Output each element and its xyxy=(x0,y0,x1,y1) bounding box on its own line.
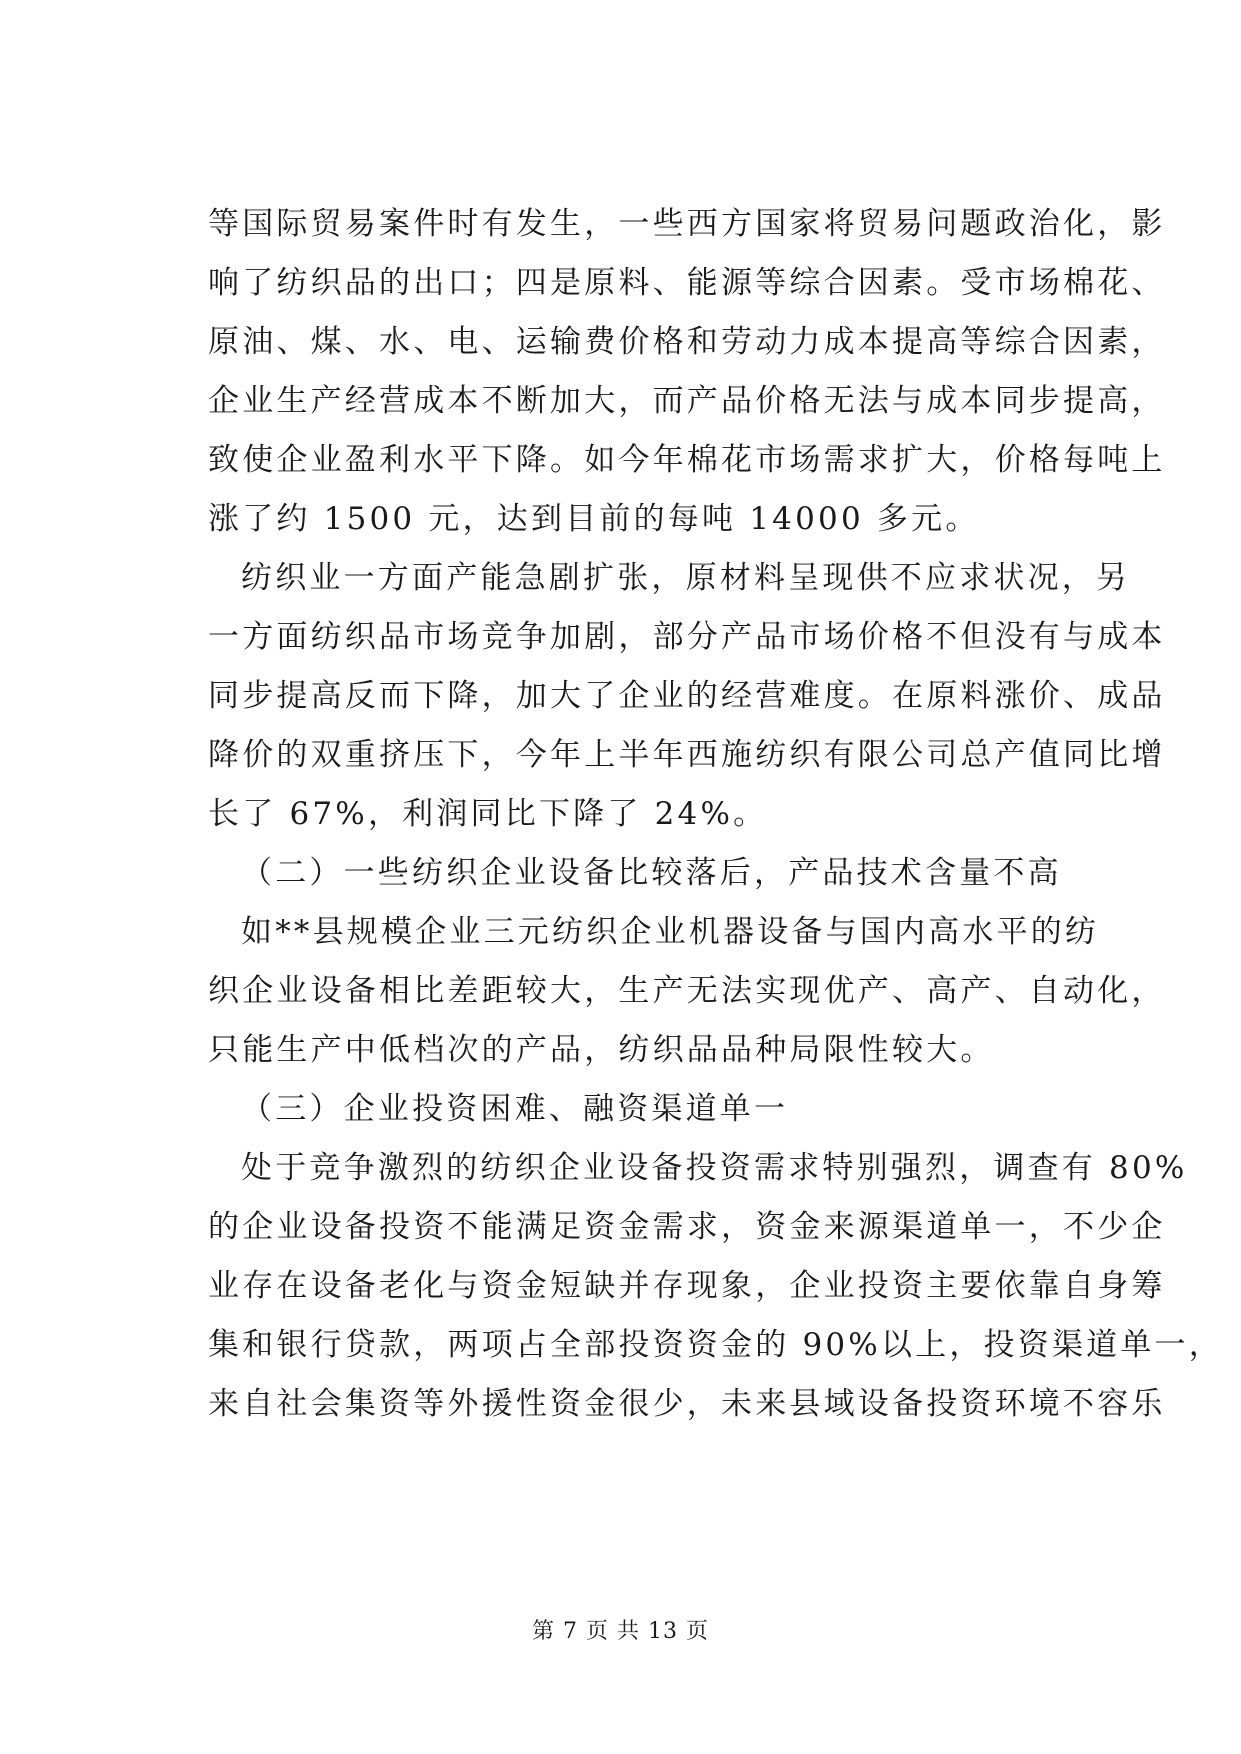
text-line: 集和银行贷款，两项占全部投资资金的 90%以上，投资渠道单一， xyxy=(208,1327,1223,1363)
text-line: 企业生产经营成本不断加大，而产品价格无法与成本同步提高， xyxy=(208,383,1166,419)
text-line: 长了 67%，利润同比下降了 24%。 xyxy=(208,796,768,832)
section-heading: （三）企业投资困难、融资渠道单一 xyxy=(241,1091,789,1127)
paragraph-first-line: 纺织业一方面产能急剧扩张，原材料呈现供不应求状况，另 xyxy=(241,560,1131,596)
text-line: 织企业设备相比差距较大，生产无法实现优产、高产、自动化， xyxy=(208,973,1166,1009)
paragraph-first-line: 处于竞争激烈的纺织企业设备投资需求特别强烈，调查有 80% xyxy=(241,1150,1188,1186)
text-line: 响了纺织品的出口；四是原料、能源等综合因素。受市场棉花、 xyxy=(208,265,1166,301)
text-line: 一方面纺织品市场竞争加剧，部分产品市场价格不但没有与成本 xyxy=(208,619,1166,655)
text-line: 同步提高反而下降，加大了企业的经营难度。在原料涨价、成品 xyxy=(208,678,1166,714)
text-line: 等国际贸易案件时有发生，一些西方国家将贸易问题政治化，影 xyxy=(208,206,1166,242)
text-line: 降价的双重挤压下，今年上半年西施纺织有限公司总产值同比增 xyxy=(208,737,1166,773)
page-number-footer: 第 7 页 共 13 页 xyxy=(532,1619,709,1644)
text-line: 原油、煤、水、电、运输费价格和劳动力成本提高等综合因素， xyxy=(208,324,1166,360)
text-line: 来自社会集资等外援性资金很少，未来县域设备投资环境不容乐 xyxy=(208,1386,1166,1422)
text-line: 涨了约 1500 元，达到目前的每吨 14000 多元。 xyxy=(208,501,980,537)
text-line: 致使企业盈利水平下降。如今年棉花市场需求扩大，价格每吨上 xyxy=(208,442,1166,478)
paragraph-first-line: 如**县规模企业三元纺织企业机器设备与国内高水平的纺 xyxy=(241,914,1100,950)
section-heading: （二）一些纺织企业设备比较落后，产品技术含量不高 xyxy=(241,855,1062,891)
text-line: 业存在设备老化与资金短缺并存现象，企业投资主要依靠自身筹 xyxy=(208,1268,1166,1304)
text-line: 的企业设备投资不能满足资金需求，资金来源渠道单一，不少企 xyxy=(208,1209,1166,1245)
text-line: 只能生产中低档次的产品，纺织品品种局限性较大。 xyxy=(208,1032,995,1068)
